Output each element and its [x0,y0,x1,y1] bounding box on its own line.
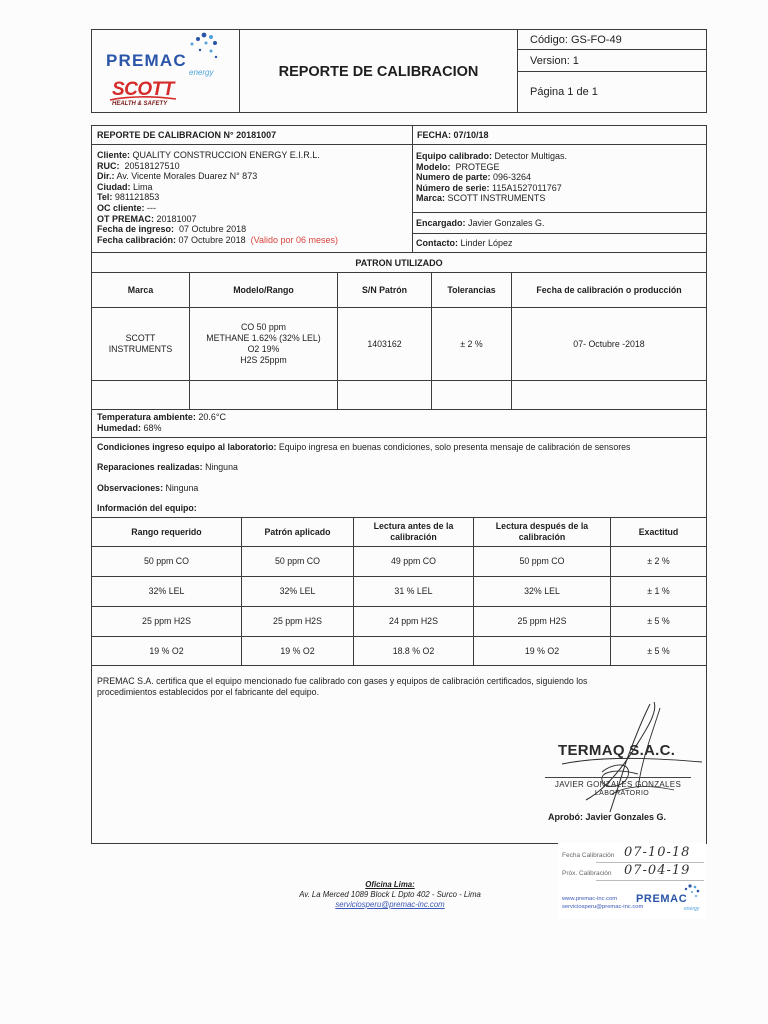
document-title: REPORTE DE CALIBRACION [240,30,518,112]
table-header: Lectura después de la calibración [474,518,611,547]
field-label: Encargado: [416,218,466,228]
certification-line: procedimientos establecidos por el fabricante del equipo. [97,687,320,697]
footer [270,880,510,910]
manager-field [416,218,545,229]
field-label: RUC: [97,160,120,171]
client-field [97,192,338,203]
sticker-email: serviciosperu@premac-inc.com [562,904,644,910]
client-field [97,203,338,214]
sticker-rule [596,880,704,881]
divider-line [412,212,706,213]
client-field [97,161,338,172]
empty-cell [92,381,190,410]
patron-serial-cell: 1403162 [338,308,432,381]
table-cell: 50 ppm CO [474,547,611,577]
field-label: Contacto: [416,238,458,248]
field-value: 096-3264 [493,172,532,183]
temperature-field [97,412,226,423]
footer-office-label: Oficina Lima: [365,880,415,889]
equipment-info [416,151,567,204]
field-value: Javier Gonzales G. [468,218,545,228]
client-field [97,235,338,246]
table-cell: 25 ppm H2S [474,607,611,637]
equipment-field [416,193,567,204]
table-cell: 49 ppm CO [354,547,474,577]
field-label: Marca: [416,193,446,204]
field-label: Equipo calibrado: [416,151,493,161]
table-cell: ± 2 % [611,547,706,577]
table-header: Rango requerido [92,518,242,547]
client-field [97,150,338,161]
field-value: 07 Octubre 2018 [179,224,247,235]
table-cell: 25 ppm H2S [92,607,242,637]
certification-line: PREMAC S.A. certifica que el equipo mencionado fue calibrado con gases y equipos de calibración certificados, siguiendo los [97,676,588,686]
table-cell: 18.8 % O2 [354,637,474,666]
table-cell: 31 % LEL [354,577,474,607]
client-field [97,224,338,235]
field-label: Reparaciones realizadas: [97,462,203,472]
empty-cell [190,381,338,410]
contact-field [416,238,513,249]
field-value: 981121853 [114,192,160,203]
table-header: Fecha de calibración o producción [512,273,706,308]
sticker-next-label: Próx. Calibración [562,870,612,877]
field-label: Temperatura ambiente: [97,412,196,422]
table-cell: 19 % O2 [92,637,242,666]
patron-table [92,273,706,410]
table-header: Lectura antes de la calibración [354,518,474,547]
patron-brand-line: SCOTT [125,333,156,344]
patron-model-line: CO 50 ppm [241,322,286,333]
field-label: Cliente: [97,150,131,160]
sticker-calibration-label: Fecha Calibración [562,852,615,859]
equipment-field [416,172,567,183]
equipment-field [416,151,567,162]
patron-date-cell: 07- Octubre -2018 [512,308,706,381]
scott-logo-subtitle: HEALTH & SAFETY [112,101,168,107]
table-cell: 50 ppm CO [92,547,242,577]
table-header: Marca [92,273,190,308]
empty-cell [512,381,706,410]
document-meta [518,30,706,112]
field-label: Ciudad: [97,181,131,192]
empty-cell [338,381,432,410]
footer-email-link[interactable]: serviciosperu@premac-inc.com [335,900,445,909]
stamp-name: JAVIER GONZALES GONZALES [554,780,682,789]
patron-model-line: METHANE 1.62% (32% LEL) [206,333,321,344]
calibration-sticker [558,843,706,919]
field-label: Número de serie: [416,182,490,193]
validity-note: (Valido por 06 meses) [250,234,338,245]
sticker-premac-logo: PREMAC [636,893,688,905]
field-label: Fecha de ingreso: [97,224,175,235]
field-value: SCOTT INSTRUMENTS [447,193,546,204]
scott-logo: SCOTT [112,79,174,100]
footer-address: Av. La Merced 1089 Block L Dpto 402 - Surco - Lima [299,890,481,899]
field-value: QUALITY CONSTRUCCION ENERGY E.I.R.L. [132,150,320,160]
report-date: FECHA: 07/10/18 [417,130,489,140]
table-cell: ± 5 % [611,607,706,637]
logo-cell [92,30,240,112]
sticker-premac-logo-subtitle: energy [684,906,700,912]
field-value: 20.6°C [198,412,226,422]
table-cell: ± 5 % [611,637,706,666]
field-value: Av. Vicente Morales Duarez N° 873 [116,171,258,182]
table-cell: 19 % O2 [474,637,611,666]
patron-tolerance-cell: ± 2 % [432,308,512,381]
table-cell: 50 ppm CO [242,547,354,577]
document-version: Version: 1 [518,50,706,72]
humidity-field [97,423,162,434]
patron-model-line: H2S 25ppm [240,354,287,365]
repairs-field [97,462,238,473]
field-value: Lima [133,181,153,192]
field-label: Dir.: [97,171,115,182]
premac-logo-subtitle: energy [189,68,214,77]
field-label: Observaciones: [97,483,164,493]
patron-model-cell [190,308,338,381]
table-header: Tolerancias [432,273,512,308]
field-label: Humedad: [97,423,142,433]
field-label: Tel: [97,192,113,203]
patron-brand-cell [92,308,190,381]
field-label: Fecha calibración: [97,234,177,245]
table-header: Exactitud [611,518,706,547]
table-cell: 19 % O2 [242,637,354,666]
report-body [91,125,707,844]
divider-line [412,233,706,234]
approved-by: Aprobó: Javier Gonzales G. [548,812,667,822]
field-value: 07 Octubre 2018 [178,234,246,245]
patron-brand-line: INSTRUMENTS [108,344,173,354]
table-cell: 25 ppm H2S [242,607,354,637]
table-header: Patrón aplicado [242,518,354,547]
field-value: --- [147,202,157,213]
table-header: Modelo/Rango [190,273,338,308]
premac-dots-icon [188,32,220,62]
field-value: PROTEGE [455,161,500,172]
field-value: Linder López [460,238,513,248]
client-info [97,150,338,245]
equipment-field [416,162,567,173]
client-field [97,171,338,182]
equipment-info-label: Información del equipo: [97,503,197,513]
field-value: Equipo ingresa en buenas condiciones, solo presenta mensaje de calibración de sensores [278,442,631,452]
field-value: Detector Multigas. [494,151,568,161]
field-value: 20181007 [156,213,197,224]
field-value: 68% [143,423,162,433]
field-label: OC cliente: [97,202,145,213]
sticker-next-value: 07-04-19 [624,863,691,878]
field-label: OT PREMAC: [97,213,154,224]
field-value: 115A1527011767 [492,182,562,193]
table-cell: 32% LEL [242,577,354,607]
client-field [97,182,338,193]
stamp-company: TERMAQ S.A.C. [558,742,676,759]
field-label: Modelo: [416,161,451,172]
intake-conditions [97,442,630,453]
report-number: REPORTE DE CALIBRACION N° 20181007 [97,130,277,140]
patron-section-title: PATRON UTILIZADO [92,252,706,273]
client-field [97,214,338,225]
empty-cell [432,381,512,410]
stamp-line [545,777,691,778]
table-cell: 24 ppm H2S [354,607,474,637]
field-value: Ninguna [205,462,238,472]
table-cell: 32% LEL [474,577,611,607]
table-header: S/N Patrón [338,273,432,308]
equipment-field [416,183,567,194]
sticker-calibration-value: 07-10-18 [624,845,691,860]
document-code: Código: GS-FO-49 [518,30,706,50]
sticker-website: www.premac-inc.com [562,896,618,902]
premac-logo: PREMAC [106,51,187,70]
header-box [91,29,707,113]
document-page-number: Página 1 de 1 [530,86,598,98]
stamp-role: LABORATORIO [594,790,650,797]
field-label: Condiciones ingreso equipo al laboratorio: [97,442,277,452]
results-table [92,517,706,666]
field-value: 20518127510 [124,160,180,171]
field-value: Ninguna [165,483,199,493]
table-cell: ± 1 % [611,577,706,607]
field-label: Numero de parte: [416,172,491,183]
table-cell: 32% LEL [92,577,242,607]
patron-model-line: O2 19% [247,344,280,354]
observations-field [97,483,198,494]
